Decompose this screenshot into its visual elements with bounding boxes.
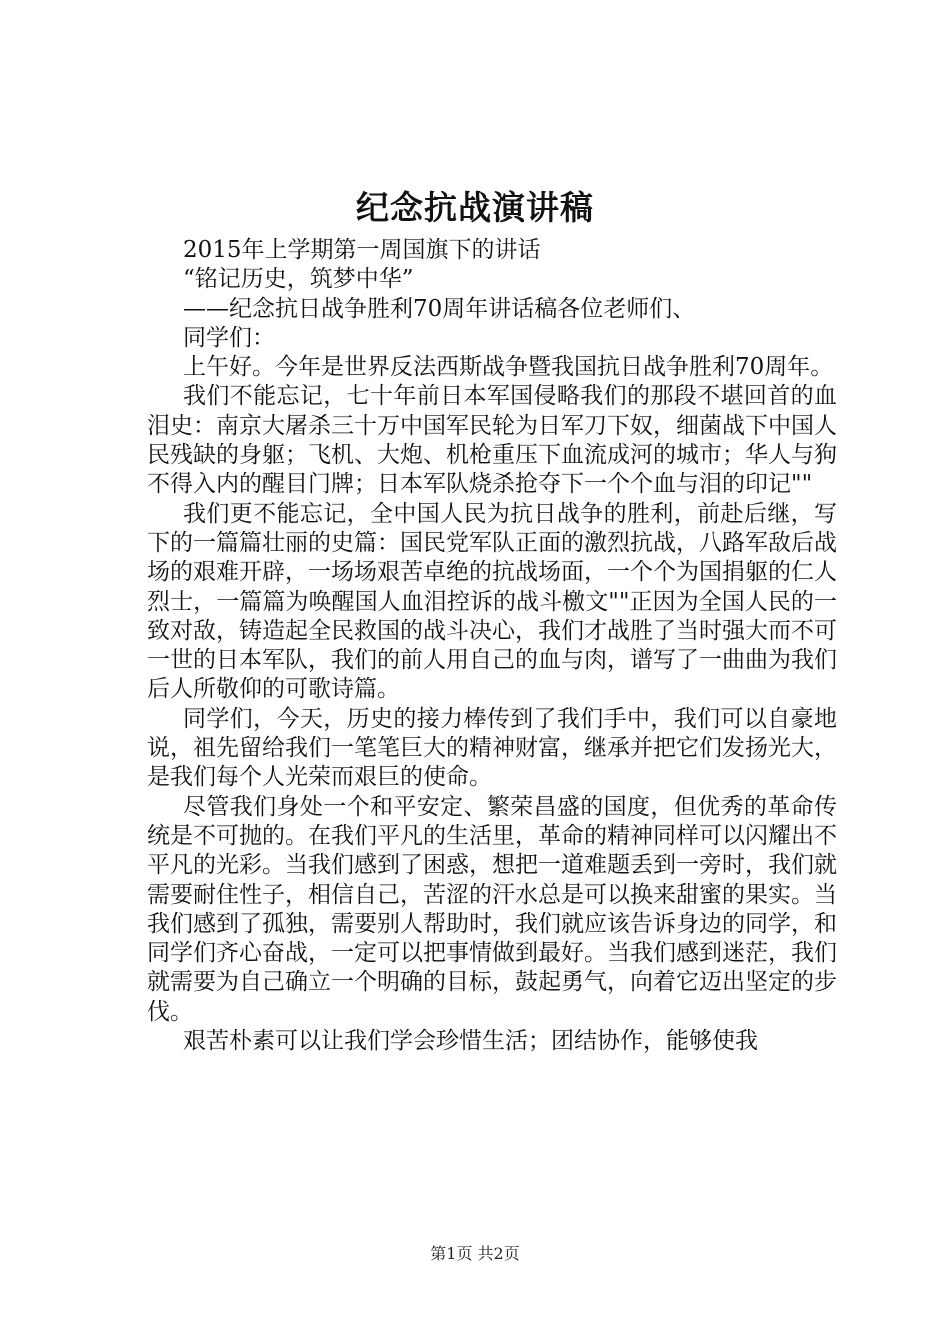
theme-line: “铭记历史，筑梦中华”	[183, 266, 414, 293]
page-number-footer: 第1页 共2页	[430, 1244, 520, 1263]
salutation-line: 同学们：	[183, 324, 275, 351]
subtitle-line: 2015年上学期第一周国旗下的讲话	[183, 237, 541, 263]
body-paragraph: 我们更不能忘记，全中国人民为抗日战争的胜利，前赴后继，写下的一篇篇壮丽的史篇：国民党军队正面的激烈抗战，八路军敌后战场的艰难开辟，一场场艰苦卓绝的抗战场面，一个个为国捐躯的仁人烈士，一篇篇为唤醒国人血泪控诉的战斗檄文""正因为全国人民的一致对敌，铸造起全民救国的战斗决心，我们才战胜了当时强大而不可一世的日本军队，我们的前人用自己的血与肉，谱写了一曲曲为我们后人所敬仰的可歌诗篇。	[147, 500, 837, 703]
body-paragraph: 尽管我们身处一个和平安定、繁荣昌盛的国度，但优秀的革命传统是不可抛的。在我们平凡的生活里，革命的精神同样可以闪耀出不平凡的光彩。当我们感到了困惑，想把一道难题丢到一旁时，我们就需要耐住性子，相信自己，苦涩的汗水总是可以换来甜蜜的果实。当我们感到了孤独，需要别人帮助时，我们就应该告诉身边的同学，和同学们齐心奋战，一定可以把事情做到最好。当我们感到迷茫，我们就需要为自己确立一个明确的目标，鼓起勇气，向着它迈出坚定的步伐。	[147, 793, 837, 1025]
occasion-line: ——纪念抗日战争胜利70周年讲话稿各位老师们、	[183, 295, 696, 322]
document-body	[147, 236, 837, 1056]
body-paragraph: 同学们，今天，历史的接力棒传到了我们手中，我们可以自豪地说，祖先留给我们一笔笔巨大的精神财富，继承并把它们发扬光大，是我们每个人光荣而艰巨的使命。	[147, 705, 837, 791]
body-paragraph: 我们不能忘记，七十年前日本军国侵略我们的那段不堪回首的血泪史：南京大屠杀三十万中国军民轮为日军刀下奴，细菌战下中国人民残缺的身躯；飞机、大炮、机枪重压下血流成河的城市；华人与狗不得入内的醒目门牌；日本军队烧杀抢夺下一个个血与泪的印记""	[147, 383, 837, 498]
body-paragraph: 艰苦朴素可以让我们学会珍惜生活；团结协作，能够使我	[183, 1028, 758, 1055]
body-paragraph: 上午好。今年是世界反法西斯战争暨我国抗日战争胜利70周年。	[183, 354, 834, 381]
page-title: 纪念抗战演讲稿	[356, 188, 594, 227]
